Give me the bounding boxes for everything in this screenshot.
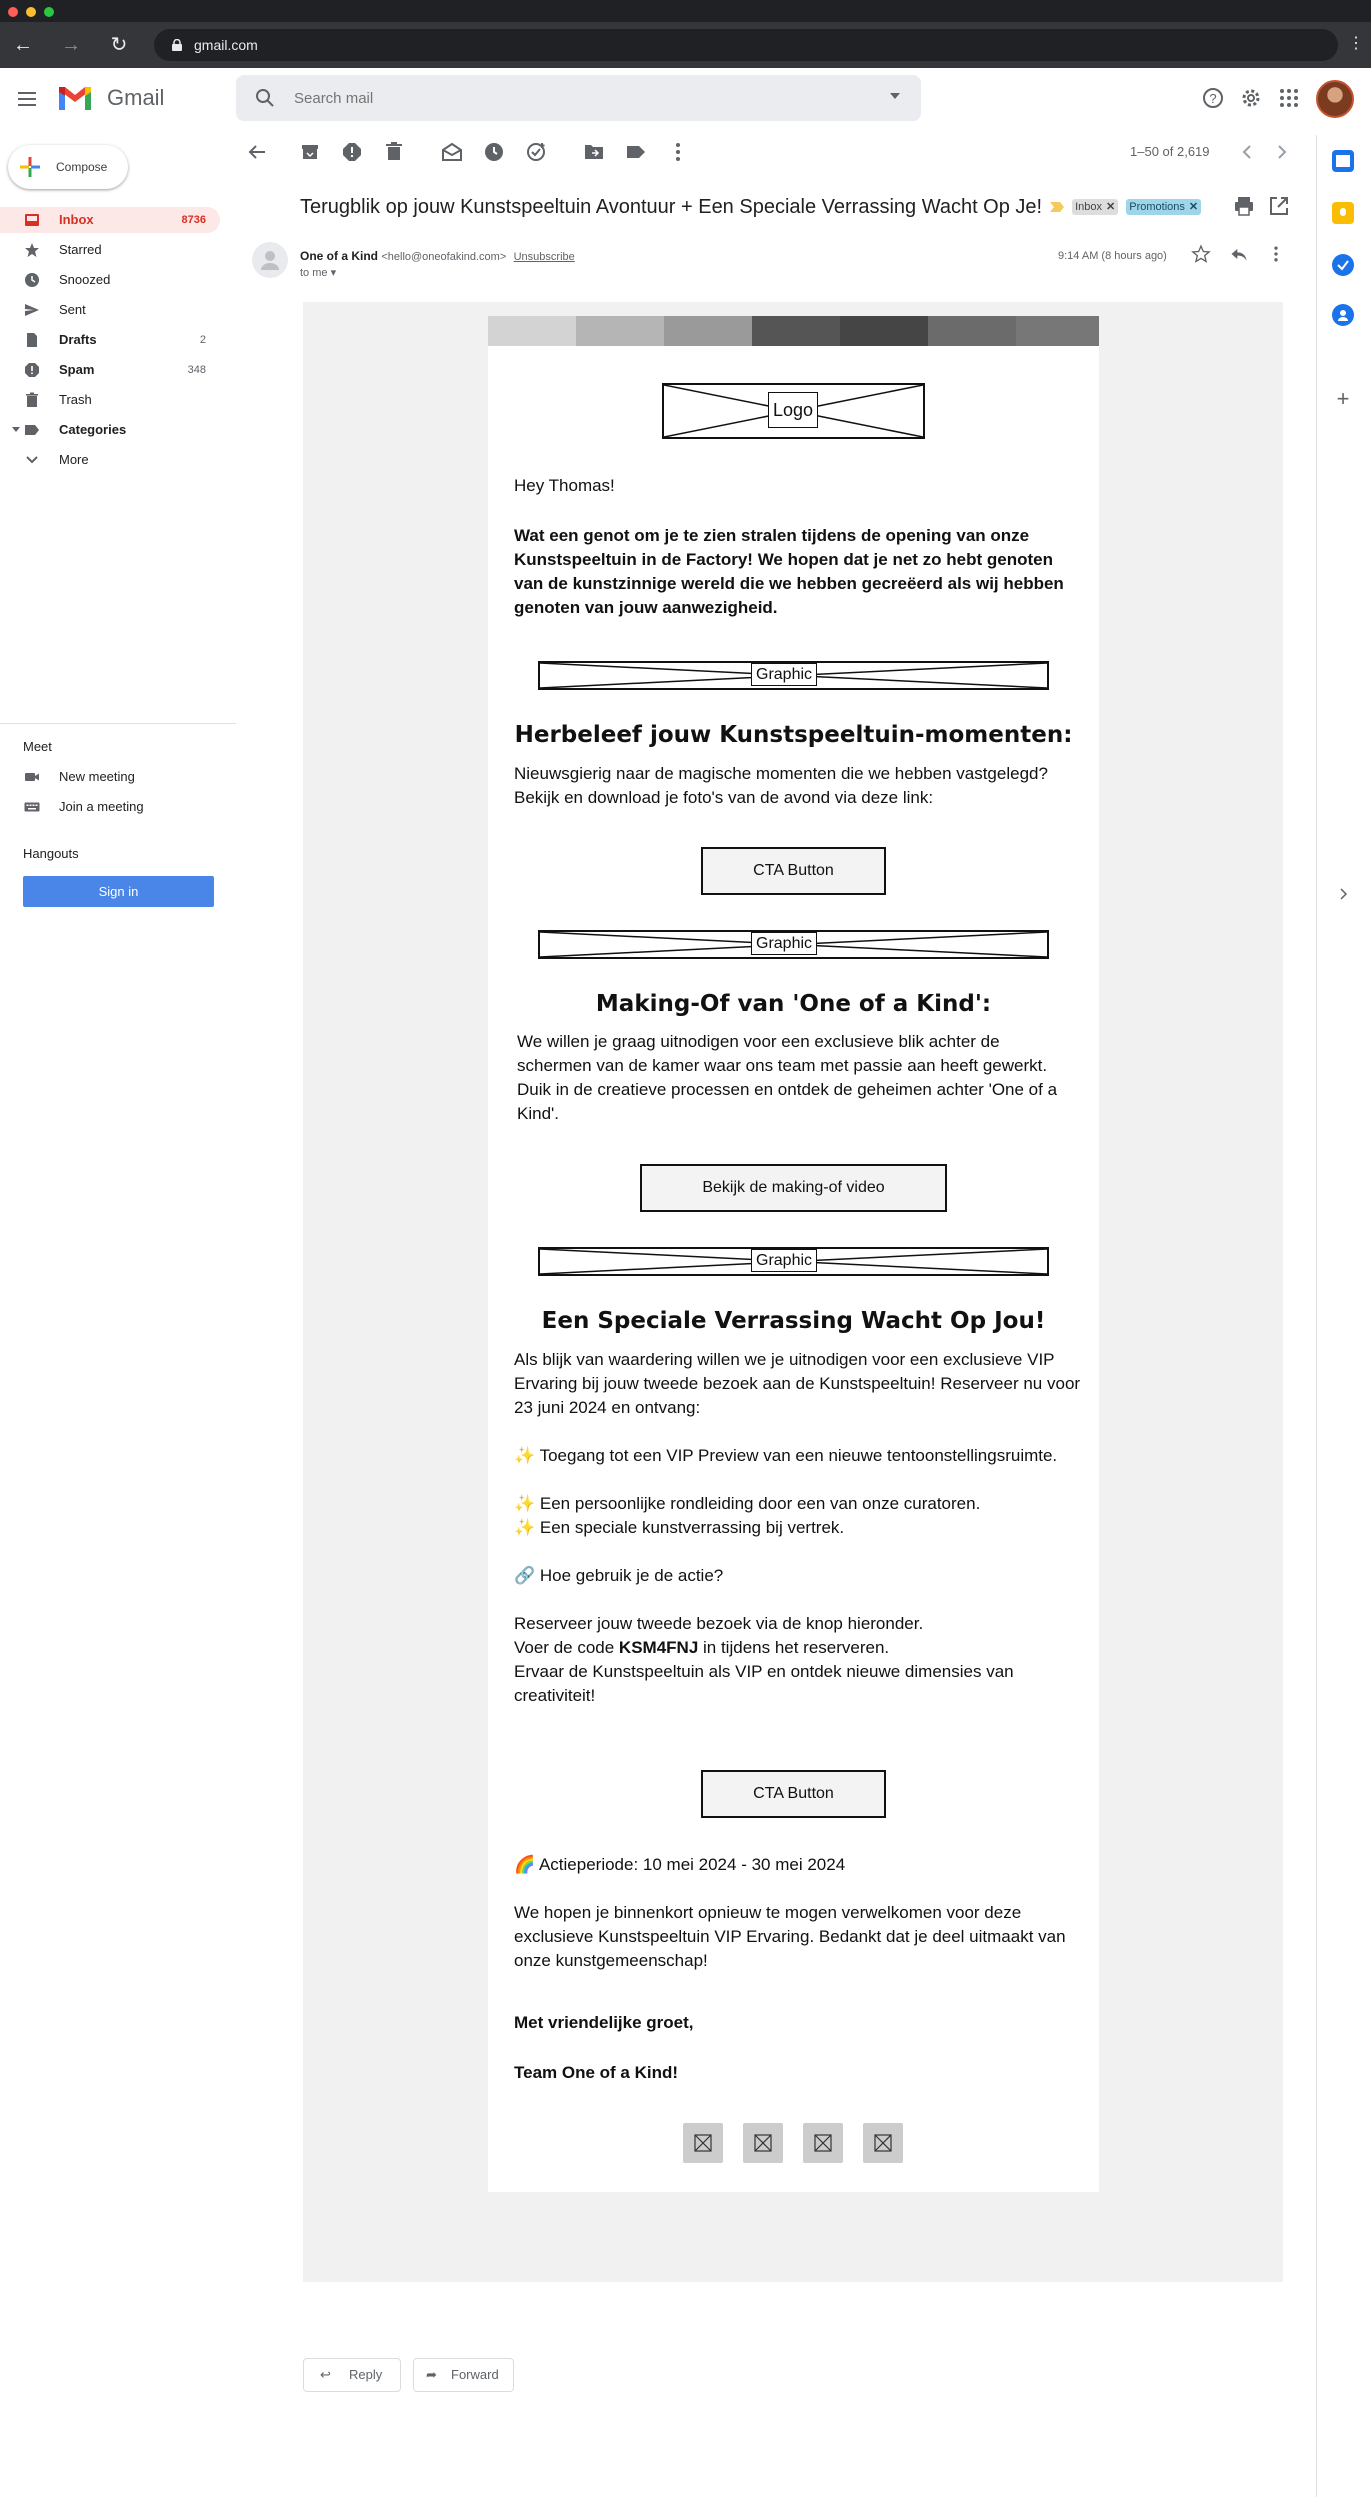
browser-back-icon[interactable]: ← — [13, 34, 33, 56]
browser-forward-icon[interactable]: → — [61, 34, 81, 56]
forward-icon: ➦ — [426, 2367, 437, 2382]
header-stripe-segment — [1016, 316, 1099, 346]
remove-tag-icon[interactable]: ✕ — [1106, 201, 1116, 213]
section-text: Als blijk van waardering willen we je uitnodigen voor een exclusieve VIP Ervaring bij jouw tweede bezoek aan de Kunstspeeltuin! Reserveer nu voor 23 juni 2024 en ontvang: — [514, 1350, 1081, 1417]
clock-icon — [24, 272, 40, 288]
howto-step: Ervaar de Kunstspeeltuin als VIP en ontdek nieuwe dimensies van creativiteit! — [514, 1662, 1014, 1705]
cta-button[interactable]: CTA Button — [701, 847, 886, 895]
image-placeholder-icon — [863, 2123, 903, 2163]
search-bar[interactable] — [236, 75, 921, 121]
compose-plus-icon — [20, 157, 40, 177]
sidebar-item-label: Starred — [59, 242, 102, 257]
header-stripe-segment — [488, 316, 576, 346]
signature: Team One of a Kind! — [514, 2063, 679, 2082]
howto-step-text: Voer de code — [514, 1638, 619, 1657]
window-titlebar — [0, 0, 1371, 22]
browser-reload-icon[interactable]: ↻ — [110, 34, 128, 56]
social-icon-placeholder[interactable] — [743, 2123, 783, 2163]
header-stripe-segment — [840, 316, 928, 346]
graphic-placeholder — [538, 661, 1049, 690]
sidebar-divider — [0, 723, 236, 724]
sidebar-item-count: 348 — [187, 364, 206, 376]
side-panel-border — [1316, 135, 1317, 2497]
forward-label: Forward — [451, 2367, 499, 2382]
section-title: Een Speciale Verrassing Wacht Op Jou! — [541, 1308, 1046, 1334]
search-options-icon[interactable] — [890, 93, 900, 99]
promo-code: KSM4FNJ — [618, 1638, 699, 1657]
header-stripe-segment — [928, 316, 1016, 346]
sidebar-item-inbox[interactable] — [0, 207, 220, 233]
image-placeholder-icon — [803, 2123, 843, 2163]
unsubscribe-link[interactable]: Unsubscribe — [513, 251, 575, 263]
email-card — [488, 316, 1099, 2192]
graphic-placeholder — [538, 930, 1049, 959]
perk-list-item: ✨ Toegang tot een VIP Preview van een nieuwe tentoonstellingsruimte. — [514, 1446, 1058, 1465]
section-title: Herbeleef jouw Kunstspeeltuin-momenten: — [514, 722, 1073, 748]
report-spam-icon — [24, 362, 40, 378]
compose-label: Compose — [56, 160, 108, 174]
howto-step — [514, 1636, 1084, 1660]
sender-name[interactable]: One of a Kind — [300, 249, 378, 263]
browser-toolbar — [0, 22, 1371, 68]
trash-icon — [24, 392, 40, 408]
contacts-icon[interactable] — [1332, 304, 1354, 326]
more-icon[interactable] — [666, 140, 690, 164]
social-icon-placeholder[interactable] — [683, 2123, 723, 2163]
sidebar-item-categories[interactable] — [0, 417, 220, 443]
greeting-text: Hey Thomas! — [514, 476, 615, 495]
close-window-dot[interactable] — [8, 7, 18, 17]
new-meeting-label: New meeting — [59, 769, 135, 784]
older-chevron-icon[interactable] — [1270, 140, 1294, 164]
tag-label: Promotions — [1129, 201, 1185, 213]
image-placeholder-icon — [743, 2123, 783, 2163]
join-meeting-label: Join a meeting — [59, 799, 144, 814]
email-subject: Terugblik op jouw Kunstspeeltuin Avontuur + Een Speciale Verrassing Wacht Op Je! — [300, 196, 1043, 218]
address-bar[interactable] — [154, 29, 1338, 61]
compose-button[interactable] — [8, 145, 128, 189]
move-to-icon[interactable] — [582, 140, 606, 164]
sidebar-item-label: Categories — [59, 422, 127, 437]
sidebar-item-trash[interactable] — [0, 387, 220, 413]
reply-icon[interactable] — [1229, 244, 1249, 264]
hangouts-sign-in-button[interactable]: Sign in — [23, 876, 214, 907]
graphic-label: Graphic — [751, 932, 817, 955]
browser-menu-icon[interactable]: ⋮ — [1348, 35, 1364, 52]
intro-paragraph: Wat een genot om je te zien stralen tijdens de opening van onze Kunstspeeltuin in de Factory! We hopen dat je net zo hebt genoten van de kunstzinnige wereld die we hebben gecreëerd als wij hebben genoten van jouw aanwezigheid. — [514, 526, 1064, 617]
report-spam-icon[interactable] — [340, 140, 364, 164]
label-icon — [24, 422, 40, 438]
svg-text:?: ? — [1209, 91, 1217, 106]
meet-section-title: Meet — [23, 739, 52, 754]
sidebar-item-count: 2 — [199, 334, 206, 346]
social-icon-placeholder[interactable] — [863, 2123, 903, 2163]
sidebar-item-label: Spam — [59, 362, 95, 377]
sidebar-item-spam[interactable] — [0, 357, 220, 383]
label-icon[interactable] — [624, 140, 648, 164]
graphic-placeholder — [538, 1247, 1049, 1276]
back-arrow-icon[interactable] — [245, 140, 269, 164]
archive-icon[interactable] — [298, 140, 322, 164]
sender-email: <hello@oneofakind.com> — [381, 251, 507, 263]
hangouts-section-title: Hangouts — [23, 846, 79, 861]
send-icon — [24, 302, 40, 318]
tasks-icon[interactable] — [1332, 254, 1354, 276]
keep-icon[interactable] — [1332, 202, 1354, 224]
remove-tag-icon[interactable]: ✕ — [1188, 201, 1199, 213]
sidebar-item-label: Snoozed — [59, 272, 111, 287]
menu-icon[interactable] — [16, 88, 38, 110]
sidebar-item-starred[interactable] — [0, 237, 220, 263]
lock-icon — [172, 39, 182, 51]
sidebar-item-sent[interactable] — [0, 297, 220, 323]
important-marker-icon[interactable] — [1050, 202, 1064, 212]
gear-icon[interactable] — [1239, 86, 1263, 110]
forward-button[interactable] — [413, 2358, 514, 2392]
header-stripe-segment — [576, 316, 664, 346]
cta-button[interactable]: CTA Button — [701, 1770, 886, 1818]
logo-label: Logo — [768, 392, 818, 428]
delete-icon[interactable] — [382, 140, 406, 164]
sender-avatar — [252, 242, 288, 278]
label-tag-inbox[interactable] — [1072, 199, 1118, 215]
more-icon[interactable] — [1266, 244, 1286, 264]
sender-line — [300, 248, 575, 265]
closing-paragraph: We hopen je binnenkort opnieuw te mogen verwelkomen voor deze exclusieve Kunstspeeltuin VIP Ervaring. Bedankt dat je deel uitmaakt van onze kunstgemeenschap! — [514, 1903, 1066, 1970]
sidebar-item-snoozed[interactable] — [0, 267, 220, 293]
header-stripe-segment — [664, 316, 752, 346]
snooze-icon[interactable] — [482, 140, 506, 164]
keyboard-icon — [24, 799, 40, 815]
search-input[interactable] — [294, 75, 854, 121]
sidebar-item-label: More — [59, 452, 89, 467]
gmail-wordmark: Gmail — [107, 85, 165, 110]
print-icon[interactable] — [1232, 194, 1256, 218]
logo-placeholder — [662, 383, 925, 439]
tag-label: Inbox — [1075, 201, 1103, 213]
reply-label: Reply — [349, 2367, 383, 2382]
howto-step-text: in tijdens het reserveren. — [698, 1638, 890, 1657]
url-text: gmail.com — [194, 37, 258, 53]
image-placeholder-icon — [683, 2123, 723, 2163]
new-meeting-item[interactable] — [0, 764, 220, 790]
howto-title: 🔗 Hoe gebruik je de actie? — [514, 1566, 724, 1585]
sign-off: Met vriendelijke groet, — [514, 2013, 694, 2032]
making-of-video-button[interactable]: Bekijk de making-of video — [640, 1164, 947, 1212]
section-text: We willen je graag uitnodigen voor een exclusieve blik achter de schermen van de kamer waar ons team met passie aan heeft gewerkt. Duik in de creatieve processen en ontdek de geheimen achter 'One of a Kind'. — [517, 1032, 1058, 1123]
gmail-logo-icon[interactable] — [57, 84, 93, 112]
draft-icon — [24, 332, 40, 348]
sidebar-item-label: Drafts — [59, 332, 97, 347]
person-icon — [252, 242, 288, 278]
reply-button[interactable] — [303, 2358, 401, 2392]
email-timestamp: 9:14 AM (8 hours ago) — [1058, 250, 1167, 262]
sidebar-item-label: Sent — [59, 302, 86, 317]
howto-step: Reserveer jouw tweede bezoek via de knop hieronder. — [514, 1614, 924, 1633]
sidebar-item-label: Inbox — [59, 212, 94, 227]
search-icon[interactable] — [254, 87, 276, 109]
star-icon[interactable] — [1191, 244, 1211, 264]
chevron-down-icon: ▾ — [330, 267, 337, 279]
open-in-new-icon[interactable] — [1267, 194, 1291, 218]
sidebar-item-drafts[interactable] — [0, 327, 220, 353]
calendar-icon[interactable] — [1332, 150, 1354, 172]
perk-list-item: ✨ Een speciale kunstverrassing bij vertrek. — [514, 1518, 845, 1537]
section-text: Nieuwsgierig naar de magische momenten die we hebben vastgelegd? Bekijk en download je foto's van de avond via deze link: — [514, 764, 1048, 807]
minimize-window-dot[interactable] — [26, 7, 36, 17]
section-title: Making-Of van 'One of a Kind': — [595, 991, 992, 1017]
zoom-window-dot[interactable] — [44, 7, 54, 17]
star-icon — [24, 242, 40, 258]
expand-side-panel-icon[interactable] — [1336, 886, 1352, 902]
mark-unread-icon[interactable] — [440, 140, 464, 164]
sidebar-item-more[interactable] — [0, 447, 220, 473]
subject-row — [300, 194, 1260, 220]
perk-list-item: ✨ Een persoonlijke rondleiding door een van onze curatoren. — [514, 1494, 981, 1513]
inbox-icon — [24, 212, 40, 228]
sidebar-item-count: 8736 — [181, 214, 206, 226]
graphic-label: Graphic — [751, 663, 817, 686]
video-camera-icon — [24, 769, 40, 785]
sidebar-item-label: Trash — [59, 392, 92, 407]
social-icon-placeholder[interactable] — [803, 2123, 843, 2163]
account-avatar[interactable] — [1316, 80, 1354, 118]
apps-icon[interactable] — [1277, 86, 1301, 110]
add-addon-icon[interactable]: + — [1336, 386, 1350, 411]
expand-caret-icon[interactable] — [12, 427, 20, 432]
action-period: 🌈 Actieperiode: 10 mei 2024 - 30 mei 2024 — [514, 1855, 846, 1874]
add-task-icon[interactable] — [524, 140, 548, 164]
label-tag-promotions[interactable] — [1126, 199, 1201, 215]
recipient-text: to me — [300, 267, 328, 279]
graphic-label: Graphic — [751, 1249, 817, 1272]
newer-chevron-icon[interactable] — [1235, 140, 1259, 164]
join-meeting-item[interactable] — [0, 794, 220, 820]
recipient-details[interactable] — [300, 266, 336, 279]
chevron-down-icon — [24, 452, 40, 468]
header-stripe-segment — [752, 316, 840, 346]
help-icon[interactable] — [1201, 86, 1225, 110]
reply-icon: ↩ — [320, 2367, 331, 2382]
pagination-text: 1–50 of 2,619 — [1130, 144, 1210, 159]
